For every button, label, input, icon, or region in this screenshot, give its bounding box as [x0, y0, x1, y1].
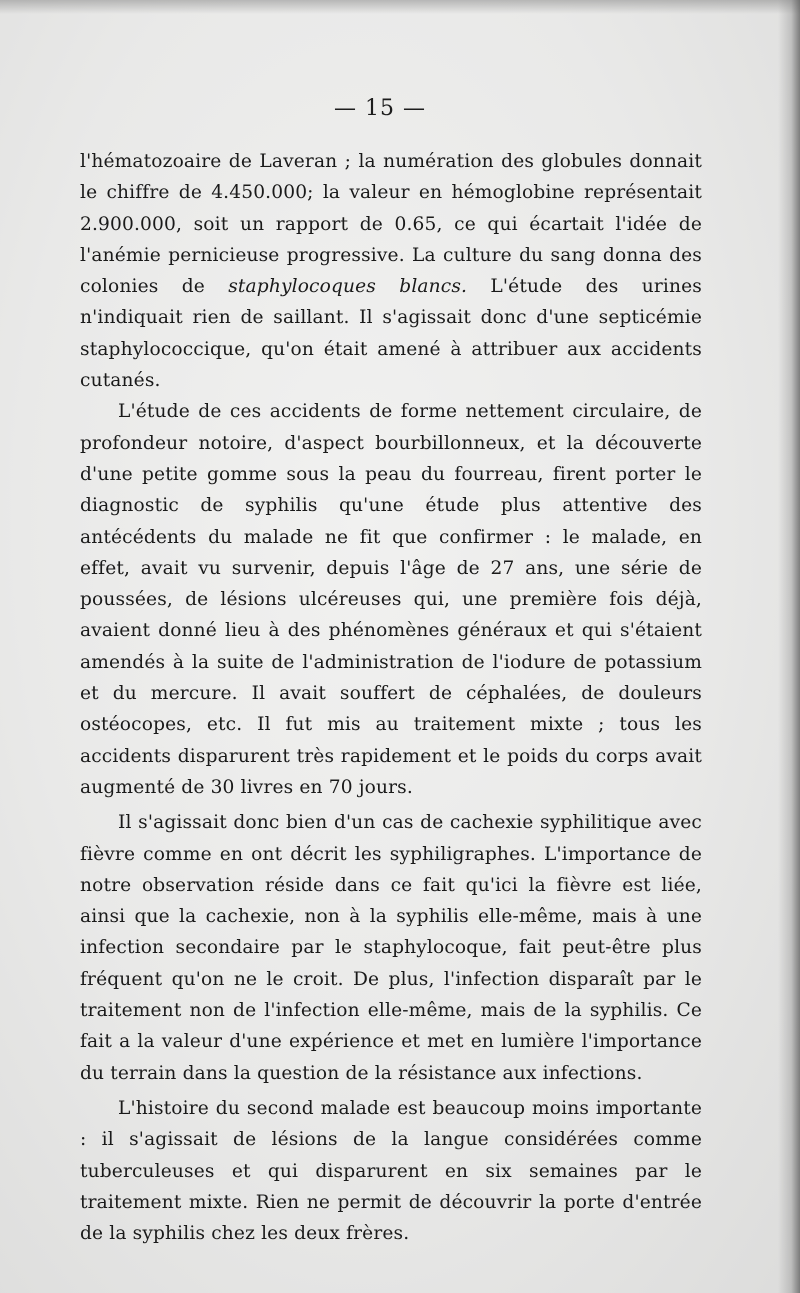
paragraph-1 [80, 146, 702, 396]
paragraph-2: L'étude de ces accidents de forme nettement circulaire, de profondeur notoire, d'aspect bourbillonneux, et la découverte d'une petite gomme sous la peau du fourreau, firent porter le diagnostic de syphilis qu'une étude plus attentive des antécédents du malade ne fit que confirmer : le malade, en effet, avait vu survenir, depuis l'âge de 27 ans, une série de poussées, de lésions ulcéreuses qui, une première fois déjà, avaient donné lieu à des phénomènes généraux et qui s'étaient amendés à la suite de l'administration de l'iodure de potassium et du mercure. Il avait souffert de céphalées, de douleurs ostéocopes, etc. Il fut mis au traitement mixte ; tous les accidents disparurent très rapidement et le poids du corps avait augmenté de 30 livres en 70 jours. [80, 401, 702, 798]
scan-right-shadow [778, 0, 800, 1293]
paragraph-4: L'histoire du second malade est beaucoup moins importante : il s'agissait de lésions de la langue considérées comme tuberculeuses et qui disparurent en six semaines par le traitement mixte. Rien ne permit de découvrir la porte d'entrée de la syphilis chez les deux frères. [80, 1097, 702, 1245]
scan-top-shadow [0, 0, 800, 14]
paragraph-1-text-start: l'hématozoaire de Laveran ; la numération des globules donnait le chiffre de 4.450.000; la valeur en hémoglobine représentait 2.900.000, soit un rapport de 0.65, ce qui écartait l'idée de l'anémie pernicieuse progressive. La culture du sang donna des colonies de [80, 151, 702, 298]
paragraph-3: Il s'agissait donc bien d'un cas de cachexie syphilitique avec fièvre comme en ont décrit les syphiligraphes. L'importance de notre observation réside dans ce fait qu'ici la fièvre est liée, ainsi que la cachexie, non à la syphilis elle-même, mais à une infection secondaire par le staphylocoque, fait peut-être plus fréquent qu'on ne le croit. De plus, l'infection disparaît par le traitement non de l'infection elle-même, mais de la syphilis. Ce fait a la valeur d'une expérience et met en lumière l'importance du terrain dans la question de la résistance aux infections. [80, 812, 702, 1084]
body-text [80, 146, 702, 1249]
paragraph-1-italic-term: staphylocoques blancs. [228, 276, 468, 298]
page-number: — 15 — [334, 96, 426, 121]
paragraph-1-text-end: L'étude des urines n'indiquait rien de saillant. Il s'agissait donc d'une septicémie staphylococcique, qu'on était amené à attribuer aux accidents cutanés. [80, 276, 702, 392]
